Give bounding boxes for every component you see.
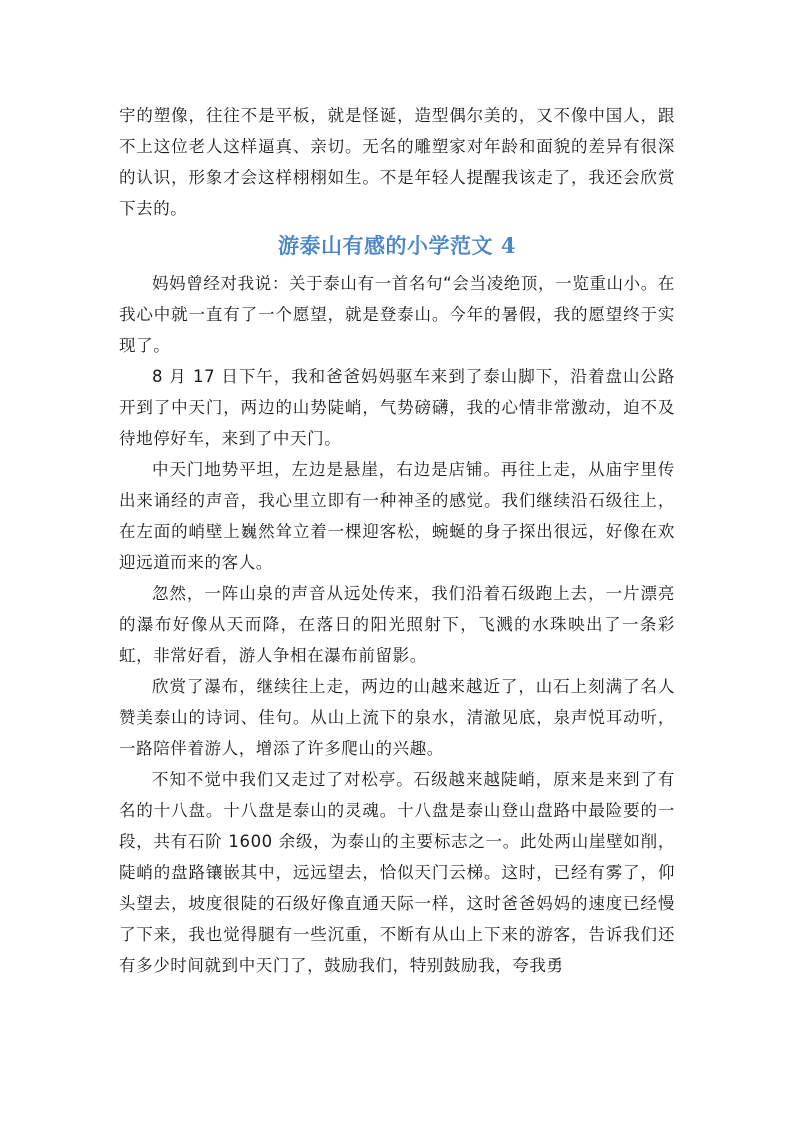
paragraph-2: 8 月 17 日下午，我和爸爸妈妈驱车来到了泰山脚下，沿着盘山公路开到了中天门，两边的山势陡峭，气势磅礴，我的心情非常激动，迫不及待地停好车，来到了中天门。 xyxy=(119,367,675,448)
section-heading: 游泰山有感的小学范文 4 xyxy=(278,233,516,258)
document-page xyxy=(119,100,675,981)
paragraph-3: 中天门地势平坦，左边是悬崖，右边是店铺。再往上走，从庙宇里传出来诵经的声音，我心里立即有一种神圣的感觉。我们继续沿石级往上，在左面的峭壁上巍然耸立着一棵迎客松，蜿蜒的身子探出很远，好像在欢迎远道而来的客人。 xyxy=(119,460,675,572)
paragraph-6: 不知不觉中我们又走过了对松亭。石级越来越陡峭，原来是来到了有名的十八盘。十八盘是泰山的灵魂。十八盘是泰山登山盘路中最险要的一段，共有石阶 1600 余级，为泰山的主要标志之一。此处两山崖壁如削，陡峭的盘路镶嵌其中，远远望去，恰似天门云梯。这时，已经有雾了，仰头望去，坡度很陡的石级好像直通天际一样，这时爸爸妈妈的速度已经慢了下来，我也觉得腿有一些沉重，不断有从山上下来的游客，告诉我们还有多少时间就到中天门了，鼓励我们，特别鼓励我，夸我勇 xyxy=(119,770,675,975)
paragraph-1: 妈妈曾经对我说：关于泰山有一首名句“会当凌绝顶，一览重山小。在我心中就一直有了一个愿望，就是登泰山。今年的暑假，我的愿望终于实现了。 xyxy=(119,274,675,355)
paragraph-4: 忽然，一阵山泉的声音从远处传来，我们沿着石级跑上去，一片漂亮的瀑布好像从天而降，在落日的阳光照射下，飞溅的水珠映出了一条彩虹，非常好看，游人争相在瀑布前留影。 xyxy=(119,584,675,665)
paragraph-5: 欣赏了瀑布，继续往上走，两边的山越来越近了，山石上刻满了名人赞美泰山的诗词、佳句。从山上流下的泉水，清澈见底，泉声悦耳动听，一路陪伴着游人，增添了许多爬山的兴趣。 xyxy=(119,677,675,758)
intro-paragraph: 宇的塑像，往往不是平板，就是怪诞，造型偶尔美的，又不像中国人，跟不上这位老人这样逼真、亲切。无名的雕塑家对年龄和面貌的差异有很深的认识，形象才会这样栩栩如生。不是年轻人提醒我该走了，我还会欣赏下去的。 xyxy=(119,106,675,218)
